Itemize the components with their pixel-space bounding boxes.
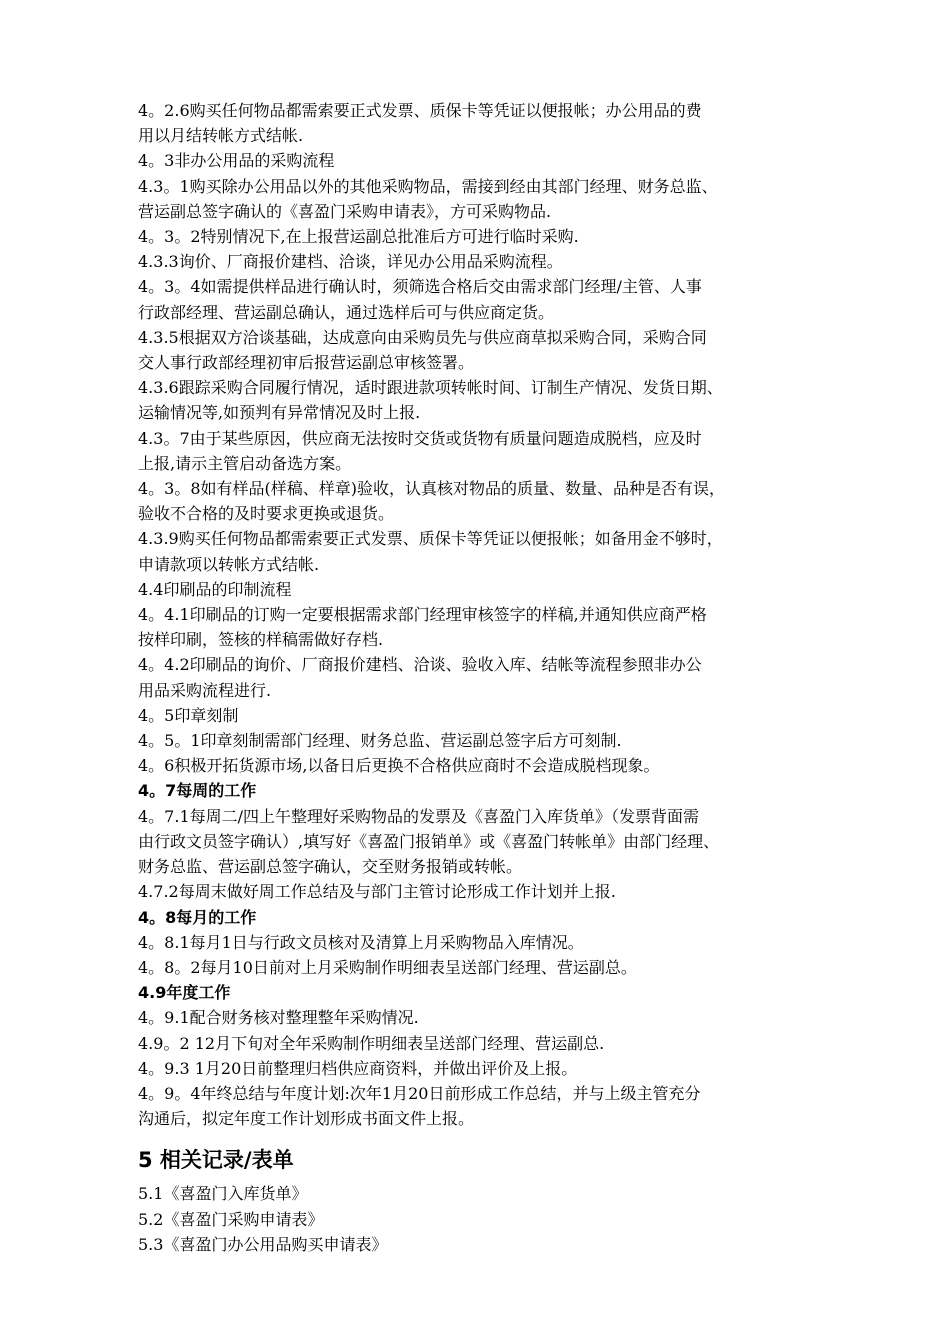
text-line: 交人事行政部经理初审后报营运副总审核签署。 xyxy=(138,353,475,373)
text-line: 申请款项以转帐方式结帐. xyxy=(138,554,320,574)
record-item: 5.1《喜盈门入库货单》 xyxy=(138,1184,308,1204)
text-line: 用以月结转帐方式结帐. xyxy=(138,126,304,146)
text-line: 验收不合格的及时要求更换或退货。 xyxy=(138,504,395,524)
text-line: 4.3.3询价、厂商报价建档、洽谈，详见办公用品采购流程。 xyxy=(138,252,563,272)
text-line: 4。3。2特别情况下,在上报营运副总批准后方可进行临时采购. xyxy=(138,227,579,247)
record-item: 5.3《喜盈门办公用品购买申请表》 xyxy=(138,1234,388,1254)
text-line: 4。6积极开拓货源市场,以备日后更换不合格供应商时不会造成脱档现象。 xyxy=(138,756,660,776)
subsection-heading: 4.9年度工作 xyxy=(138,983,231,1003)
records-list xyxy=(138,1181,890,1257)
document-body xyxy=(138,98,890,1131)
text-line: 4.3.6跟踪采购合同履行情况，适时跟进款项转帐时间、订制生产情况、发货日期、 xyxy=(138,378,723,398)
text-line: 4.3.9购买任何物品都需索要正式发票、质保卡等凭证以便报帐；如备用金不够时， xyxy=(138,529,723,549)
text-line: 4.4印刷品的印制流程 xyxy=(138,579,292,599)
text-line: 4。4.2印刷品的询价、厂商报价建档、洽谈、验收入库、结帐等流程参照非办公 xyxy=(138,655,702,675)
document-page xyxy=(138,98,890,1257)
text-line: 4.3。1购买除办公用品以外的其他采购物品，需接到经由其部门经理、财务总监、 xyxy=(138,176,718,196)
text-line: 4.9。2 12月下旬对全年采购制作明细表呈送部门经理、营运副总. xyxy=(138,1033,605,1053)
text-line: 运输情况等,如预判有异常情况及时上报. xyxy=(138,403,421,423)
text-line: 4。5。1印章刻制需部门经理、财务总监、营运副总签字后方可刻制. xyxy=(138,731,622,751)
text-line: 4。4.1印刷品的订购一定要根据需求部门经理审核签字的样稿,并通知供应商严格 xyxy=(138,605,707,625)
text-line: 4.7.2每周末做好周工作总结及与部门主管讨论形成工作计划并上报. xyxy=(138,882,616,902)
text-line: 财务总监、营运副总签字确认，交至财务报销或转帐。 xyxy=(138,857,523,877)
text-line: 4.3。7由于某些原因，供应商无法按时交货或货物有质量问题造成脱档，应及时 xyxy=(138,428,702,448)
text-line: 4。8.1每月1日与行政文员核对及清算上月采购物品入库情况。 xyxy=(138,932,584,952)
text-line: 4。9.1配合财务核对整理整年采购情况. xyxy=(138,1008,419,1028)
text-line: 沟通后，拟定年度工作计划形成书面文件上报。 xyxy=(138,1109,475,1129)
text-line: 4。9。4年终总结与年度计划:次年1月20日前形成工作总结，并与上级主管充分 xyxy=(138,1083,701,1103)
spacer xyxy=(138,1131,890,1139)
text-line: 4。9.3 1月20日前整理归档供应商资料，并做出评价及上报。 xyxy=(138,1058,578,1078)
record-item: 5.2《喜盈门采购申请表》 xyxy=(138,1209,324,1229)
text-line: 4。5印章刻制 xyxy=(138,705,239,725)
text-line: 上报,请示主管启动备选方案。 xyxy=(138,453,352,473)
subsection-heading: 4。8每月的工作 xyxy=(138,907,257,927)
text-line: 4。8。2每月10日前对上月采购制作明细表呈送部门经理、营运副总。 xyxy=(138,957,637,977)
text-line: 4。3。8如有样品(样稿、样章)验收，认真核对物品的质量、数量、品种是否有误， xyxy=(138,479,726,499)
text-line: 营运副总签字确认的《喜盈门采购申请表》，方可采购物品. xyxy=(138,201,552,221)
text-line: 4。3非办公用品的采购流程 xyxy=(138,151,335,171)
text-line: 4。2.6购买任何物品都需索要正式发票、质保卡等凭证以便报帐；办公用品的费 xyxy=(138,101,702,120)
text-line: 用品采购流程进行. xyxy=(138,680,272,700)
text-line: 行政部经理、营运副总确认，通过选样后可与供应商定货。 xyxy=(138,302,555,322)
text-line: 4。7.1每周二/四上午整理好采购物品的发票及《喜盈门入库货单》（发票背面需 xyxy=(138,806,700,826)
text-line: 由行政文员签字确认）,填写好《喜盈门报销单》或《喜盈门转帐单》由部门经理、 xyxy=(138,831,720,851)
text-line: 4.3.5根据双方洽谈基础，达成意向由采购员先与供应商草拟采购合同，采购合同 xyxy=(138,327,707,347)
text-line: 按样印刷，签核的样稿需做好存档. xyxy=(138,630,384,650)
text-line: 4。3。4如需提供样品进行确认时，须筛选合格后交由需求部门经理/主管、人事 xyxy=(138,277,702,297)
subsection-heading: 4。7每周的工作 xyxy=(138,781,257,801)
section-5-heading: 5 相关记录/表单 xyxy=(138,1148,294,1173)
